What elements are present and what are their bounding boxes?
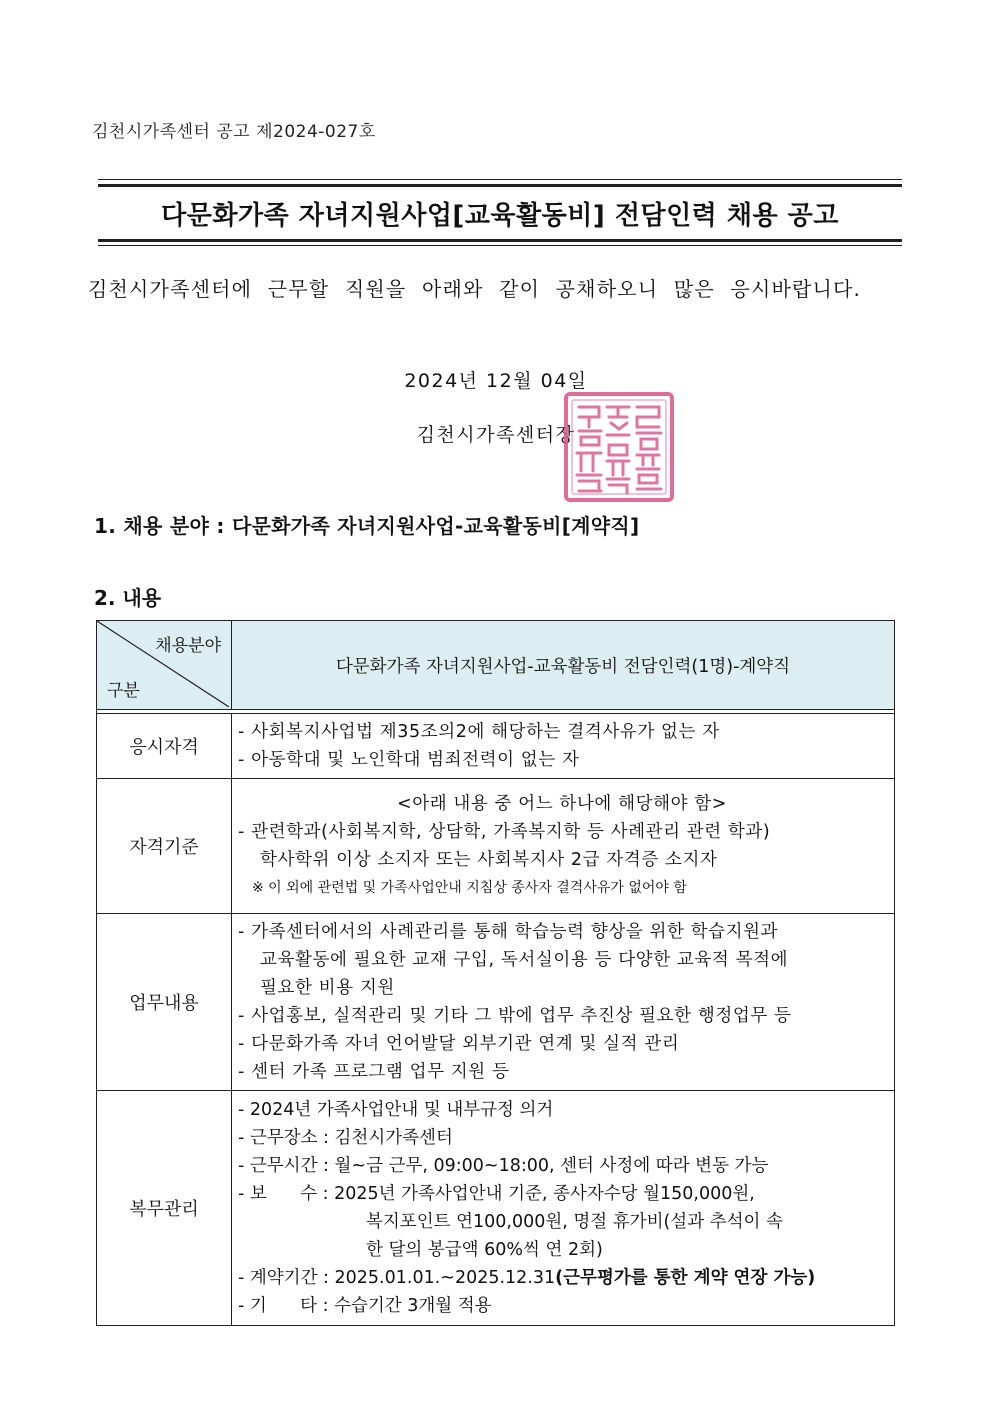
list-item: 필요한 비용 지원 [260,978,395,998]
signatory: 김천시가족센터장 [416,424,576,446]
list-item: - 아동학대 및 노인학대 범죄전력이 없는 자 [238,750,580,770]
list-item: 학사학위 이상 소지자 또는 사회복지사 2급 자격증 소지자 [260,850,718,870]
list-item: - 2024년 가족사업안내 및 내부규정 의거 [238,1100,554,1120]
row-content [232,914,895,1091]
qualification-note: ※ 이 외에 관련법 및 가족사업안내 지침상 종사자 결격사유가 없어야 함 [252,880,687,896]
row-label: 복무관리 [97,1091,232,1326]
table-header-row [97,621,895,710]
section-2-heading: 2. 내용 [94,586,162,610]
title-rule-top-thin [98,179,902,180]
header-field-label: 채용분야 [155,636,221,656]
table-row-eligibility [97,714,895,779]
title-rule-bottom-thin [98,245,902,246]
official-seal-stamp [563,391,675,503]
list-item: - 기 타 : 수습기간 3개월 적용 [238,1296,492,1316]
notice-date: 2024년 12월 04일 [404,370,588,392]
list-item: - 관련학과(사회복지학, 상담학, 가족복지학 등 사례관리 관련 학과) [238,822,771,842]
list-item: - 센터 가족 프로그램 업무 지원 등 [238,1062,510,1082]
table-row-service-management [97,1091,895,1326]
list-item: 복지포인트 연100,000원, 명절 휴가비(설과 추석이 속 [366,1212,783,1232]
list-item: 교육활동에 필요한 교재 구입, 독서실이용 등 다양한 교육적 목적에 [260,950,789,970]
row-label: 업무내용 [97,914,232,1091]
qualification-heading: <아래 내용 중 어느 하나에 해당해야 함> [396,794,728,814]
title-rule-top-thick [98,184,902,187]
row-label: 응시자격 [97,714,232,779]
recruitment-table [96,620,895,1326]
intro-paragraph: 김천시가족센터에 근무할 직원을 아래와 같이 공채하오니 많은 응시바랍니다. [88,277,862,301]
contract-period: - 계약기간 : 2025.01.01.~2025.12.31 [238,1268,556,1288]
header-position-title: 다문화가족 자녀지원사업-교육활동비 전담인력(1명)-계약직 [232,621,895,710]
list-item: - 근무시간 : 월~금 근무, 09:00~18:00, 센터 사정에 따라 변동 가능 [238,1156,769,1176]
table-row-qualification [97,779,895,914]
title-rule-bottom-thick [98,239,902,242]
row-content [232,1091,895,1326]
row-content [232,714,895,779]
list-item: - 사회복지사업법 제35조의2에 해당하는 결격사유가 없는 자 [238,722,720,742]
section-1-heading: 1. 채용 분야 : 다문화가족 자녀지원사업-교육활동비[계약직] [94,514,640,538]
row-content [232,779,895,914]
page-title: 다문화가족 자녀지원사업[교육활동비] 전담인력 채용 공고 [161,201,839,231]
list-item: - 사업홍보, 실적관리 및 기타 그 밖에 업무 추진상 필요한 행정업무 등 [238,1006,792,1026]
list-item: - 다문화가족 자녀 언어발달 외부기관 연계 및 실적 관리 [238,1034,680,1054]
row-label: 자격기준 [97,779,232,914]
header-diagonal-cell [97,621,232,710]
list-item: - 가족센터에서의 사례관리를 통해 학습능력 향상을 위한 학습지원과 [238,922,779,942]
list-item: 한 달의 봉급액 60%씩 연 2회) [366,1240,603,1260]
list-item: - 근무장소 : 김천시가족센터 [238,1128,453,1148]
header-category-label: 구분 [107,681,140,701]
list-item [238,1264,886,1292]
list-item: - 보 수 : 2025년 가족사업안내 기준, 종사자수당 월150,000원, [238,1184,755,1204]
table-row-duties [97,914,895,1091]
contract-extension-note: (근무평가를 통한 계약 연장 가능) [555,1268,816,1288]
notice-number: 김천시가족센터 공고 제2024-027호 [92,122,376,142]
